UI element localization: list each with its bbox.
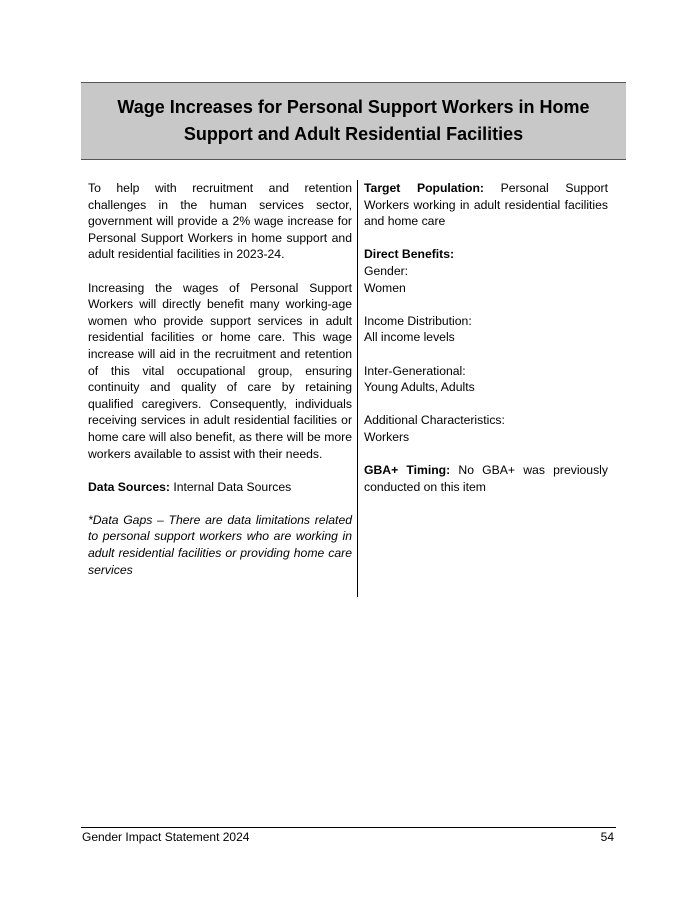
inter-generational-label: Inter-Generational: [364,363,466,378]
additional-characteristics-label: Additional Characteristics: [364,413,505,428]
income-distribution-label: Income Distribution: [364,313,472,328]
gba-timing-value: No GBA+ was previously conducted on this item [364,463,608,494]
direct-benefits-heading: Direct Benefits: [364,247,455,262]
target-population [364,180,608,230]
target-population-value: Personal Support Workers working in adult residential facilities and home care [364,181,609,229]
footer-rule [81,827,616,828]
right-column [364,180,608,495]
inter-generational-value: Young Adults, Adults [364,380,475,395]
target-population-label: Target Population: [364,181,484,195]
data-gaps-note: *Data Gaps – There are data limitations related to personal support workers who are working in adult residential facilities or providing home care services [88,512,352,577]
page-title: Wage Increases for Personal Support Workers in Home Support and Adult Residential Facilities [117,97,590,144]
income-distribution-value: All income levels [364,330,455,345]
title-banner [81,82,626,160]
data-sources-value: Internal Data Sources [169,479,292,494]
left-column [88,180,352,578]
gender-value: Women [364,280,406,295]
direct-benefits-label [364,246,608,263]
intro-paragraph: To help with recruitment and retention challenges in the human services sector, government will provide a 2% wage increase for Personal Support Workers in home support and adult residential facilities in 2023-24. [88,181,352,262]
data-sources [88,479,352,496]
column-divider [357,180,358,597]
gender-label: Gender: [364,263,409,278]
footer-document-title: Gender Impact Statement 2024 [82,830,250,844]
page-number: 54 [600,830,614,844]
gba-timing-label: GBA+ Timing: [364,463,451,478]
additional-characteristics-value: Workers [364,429,410,444]
gba-timing [364,462,608,495]
benefit-paragraph: Increasing the wages of Personal Support Workers will directly benefit many working-age women who provide support services in adult residential facilities or home care. This wage increase will aid in the recruitment and retention of this vital occupational group, ensuring continuity and quality of care by retaining qualified caregivers. Consequently, individuals receiving services in adult residential facilities or home care will also benefit, as there will be more workers available to assist with their needs. [88,280,352,461]
data-sources-label: Data Sources: [88,479,170,494]
